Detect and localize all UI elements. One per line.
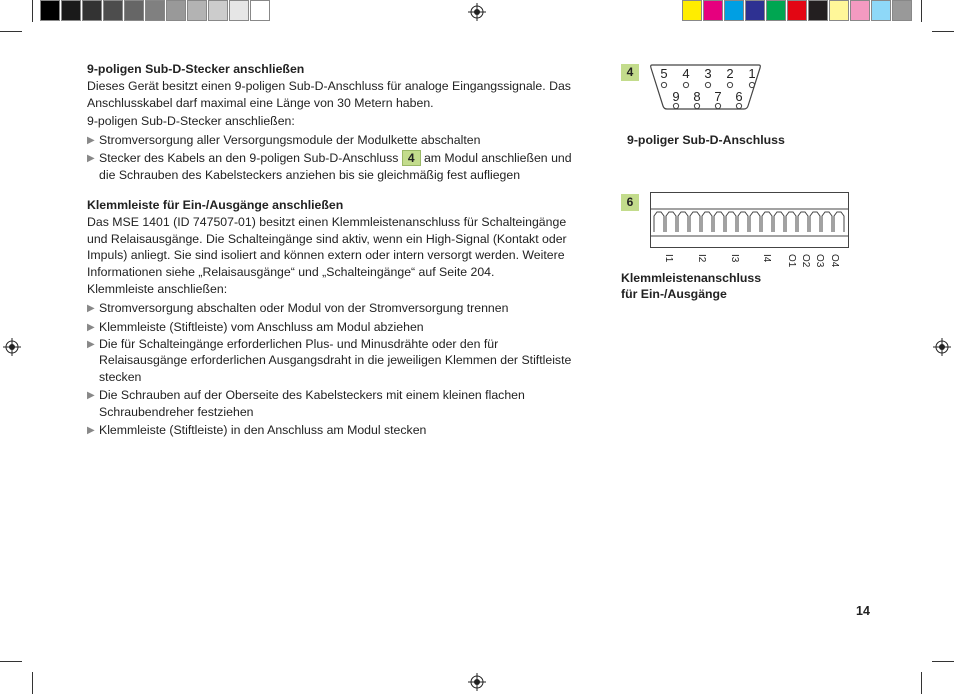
step-text: Stromversorgung abschalten oder Modul von der Stromversorgung trennen (99, 301, 509, 315)
section2-para-line2: und Relaisausgänge. Die Schalteingänge sind aktiv, wenn ein High-Signal (Kontakt oder (87, 232, 567, 246)
section2-para-line3: Impuls) anliegt. Sie sind isoliert and können extern oder intern versorgt werden. Weitere (87, 248, 565, 262)
page-number: 14 (856, 604, 870, 618)
color-swatch (682, 0, 702, 21)
section2-para-line1: Das MSE 1401 (ID 747507-01) besitzt einen Klemmleistenanschluss für Schalteingänge (87, 215, 567, 229)
pin-hole (736, 103, 741, 108)
color-swatch (208, 0, 228, 21)
arrow-right-icon: ▶ (87, 322, 95, 333)
terminal-label: O4 (829, 254, 840, 268)
color-swatch (40, 0, 60, 21)
section1-step2-line2: die Schrauben des Kabelsteckers anziehen bis sie gleichmäßig fest aufliegen (99, 168, 521, 182)
color-swatch (892, 0, 912, 21)
section1-step2 (87, 150, 602, 167)
color-swatch (124, 0, 144, 21)
section2-heading: Klemmleiste für Ein-/Ausgänge anschließen (87, 198, 344, 212)
arrow-right-icon: ▶ (87, 303, 95, 314)
pin-hole (661, 82, 666, 87)
pin-hole (673, 103, 678, 108)
section2-para-line4: Informationen siehe „Relaisausgänge“ und „Schalteingänge“ auf Seite 204. (87, 265, 495, 279)
color-swatch (724, 0, 744, 21)
step-text: Die Schrauben auf der Oberseite des Kabelsteckers mit einem kleinen flachen (99, 388, 525, 402)
arrow-right-icon: ▶ (87, 339, 95, 350)
arrow-right-icon: ▶ (87, 425, 95, 436)
color-swatch (808, 0, 828, 21)
color-swatch (166, 0, 186, 21)
terminal-label: I3 (729, 254, 740, 263)
arrow-right-icon: ▶ (87, 135, 95, 146)
figure2-caption-line2: für Ein-/Ausgänge (621, 287, 727, 301)
pin-hole (694, 103, 699, 108)
color-swatch (103, 0, 123, 21)
section1-intro: 9-poligen Sub-D-Stecker anschließen: (87, 114, 295, 128)
pin-hole (705, 82, 710, 87)
sub-d-connector-diagram (648, 62, 763, 112)
registration-mark-icon (933, 338, 951, 356)
section2-step1 (87, 300, 602, 317)
terminal-label: I2 (696, 254, 707, 263)
color-swatch (745, 0, 765, 21)
pin-row-bottom (672, 89, 742, 109)
figure2-caption-line1: Klemmleistenanschluss (621, 271, 762, 285)
pin-label: 5 (660, 66, 668, 81)
color-swatch (871, 0, 891, 21)
pin-row-top (660, 66, 755, 88)
color-swatch (82, 0, 102, 21)
connector-badge: 4 (402, 150, 421, 166)
pin-hole (727, 82, 732, 87)
step-text: Klemmleiste (Stiftleiste) in den Anschluss am Modul stecken (99, 423, 427, 437)
arrow-right-icon: ▶ (87, 390, 95, 401)
section2-step3-line2: Relaisausgänge erforderlichen Ausgangsdraht in die jeweiligen Klemmen der Stiftleiste (99, 353, 572, 367)
registration-mark-icon (3, 338, 21, 356)
pin-label: 7 (714, 89, 722, 104)
color-swatch (787, 0, 807, 21)
pin-hole (683, 82, 688, 87)
section1-heading: 9-poligen Sub-D-Stecker anschließen (87, 62, 305, 76)
section2-step2 (87, 319, 602, 336)
pin-label: 1 (748, 66, 756, 81)
terminal-labels (663, 254, 840, 268)
pin-hole (715, 103, 720, 108)
step-text: Die für Schalteingänge erforderlichen Plus- und Minusdrähte oder den für (99, 337, 499, 351)
color-swatch (145, 0, 165, 21)
step-text: Stecker des Kabels an den 9-poligen Sub-D-Anschluss (99, 151, 399, 165)
color-swatch (829, 0, 849, 21)
color-swatch (229, 0, 249, 21)
color-swatch (187, 0, 207, 21)
terminal-label: I1 (663, 254, 674, 263)
section2-step3 (87, 336, 602, 353)
pin-label: 9 (672, 89, 680, 104)
step-text: am Modul anschließen und (423, 151, 572, 165)
pin-label: 6 (735, 89, 743, 104)
figure1-caption: 9-poliger Sub-D-Anschluss (627, 133, 785, 147)
pin-label: 8 (693, 89, 701, 104)
pin-hole (749, 82, 754, 87)
terminal-label: O3 (814, 254, 825, 268)
section2-step3-line3: stecken (99, 370, 142, 384)
terminal-label: O2 (800, 254, 811, 268)
step-text: Stromversorgung aller Versorgungsmodule der Modulkette abschalten (99, 133, 481, 147)
color-swatch (703, 0, 723, 21)
pin-label: 3 (704, 66, 712, 81)
section1-para-line1: Dieses Gerät besitzt einen 9-poligen Sub-D-Anschluss für analoge Eingangssignale. Das (87, 79, 571, 93)
terminal-label: I4 (761, 254, 772, 263)
figure1-badge: 4 (621, 64, 639, 81)
section2-step4 (87, 387, 602, 404)
section2-intro: Klemmleiste anschließen: (87, 282, 228, 296)
step-text: Klemmleiste (Stiftleiste) vom Anschluss am Modul abziehen (99, 320, 424, 334)
pin-label: 4 (682, 66, 690, 81)
section1-step1 (87, 132, 602, 149)
color-swatch (250, 0, 270, 21)
pin-label: 2 (726, 66, 734, 81)
section2-step5 (87, 422, 602, 439)
terminal-label: O1 (786, 254, 797, 268)
registration-mark-icon (468, 673, 486, 691)
registration-mark-icon (468, 3, 486, 21)
color-swatch (850, 0, 870, 21)
figure2-badge: 6 (621, 194, 639, 211)
terminal-strip-diagram (650, 192, 850, 272)
color-swatch (61, 0, 81, 21)
color-swatch (766, 0, 786, 21)
arrow-right-icon: ▶ (87, 153, 95, 164)
section1-para-line2: Anschlusskabel darf maximal eine Länge von 30 Metern haben. (87, 96, 434, 110)
section2-step4-line2: Schraubendreher festziehen (99, 405, 254, 419)
